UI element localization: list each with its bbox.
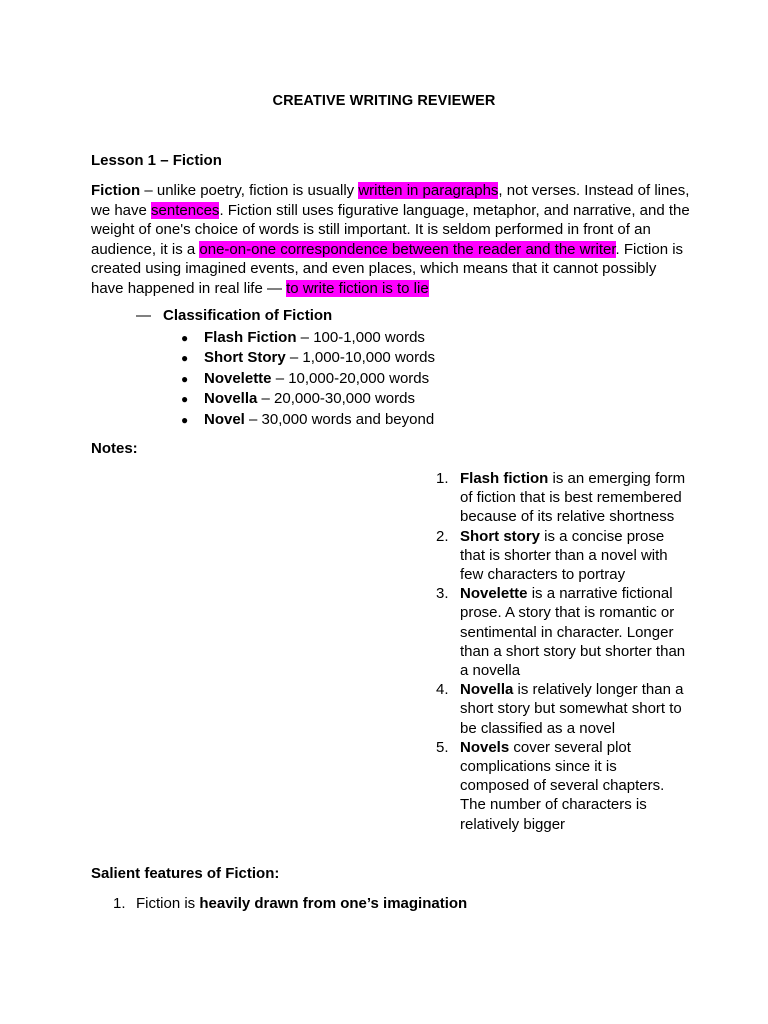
- highlight-correspondence: one-on-one correspondence between the reader and the writer: [199, 240, 616, 258]
- fiction-term: Fiction: [91, 182, 141, 199]
- item-desc: – 1,000-10,000 words: [285, 349, 435, 367]
- item-desc: is a narrative fictional prose. A story that is romantic or sentimental in character. Longer than a short story but shorter than a novella: [460, 585, 686, 680]
- item-term: Novelette: [204, 369, 272, 387]
- list-item: [181, 369, 435, 389]
- classification-heading-text: Classification of Fiction: [163, 307, 333, 324]
- item-number: 1.: [113, 895, 126, 912]
- item-number: 4.: [436, 681, 449, 699]
- paragraph-text-4: . Fiction is created using imagined events, and even places, which means that it cannot possibly have happened in real life —: [91, 240, 684, 297]
- item-term: Novella: [204, 390, 258, 408]
- item-desc: – 10,000-20,000 words: [271, 369, 430, 387]
- list-item: [113, 895, 467, 912]
- bullet-icon: ●: [181, 392, 189, 407]
- list-item: [181, 410, 435, 430]
- bullet-icon: ●: [181, 412, 189, 427]
- salient-features-list: [113, 895, 467, 912]
- item-term: Flash fiction: [460, 470, 549, 487]
- paragraph-text-1: – unlike poetry, fiction is usually: [140, 182, 359, 199]
- highlight-sentences: sentences: [151, 201, 220, 219]
- item-term: Short Story: [204, 349, 286, 367]
- list-item: [181, 328, 435, 348]
- item-desc: is relatively longer than a short story but somewhat short to be classified as a novel: [460, 681, 684, 737]
- salient-features-heading: Salient features of Fiction:: [91, 865, 280, 882]
- classification-heading: [136, 307, 332, 324]
- item-desc: is a concise prose that is shorter than a novel with few characters to portray: [460, 527, 668, 584]
- item-term: Short story: [460, 527, 541, 545]
- list-item: [181, 348, 435, 368]
- item-number: 2.: [436, 527, 449, 545]
- item-number: 5.: [436, 738, 449, 756]
- notes-list: [436, 469, 686, 834]
- item-desc: cover several plot complications since it is composed of several chapters. The number of characters is relatively bigger: [460, 738, 665, 833]
- item-term: Novella: [460, 681, 514, 699]
- highlight-fiction-is-to-lie: to write fiction is to lie: [286, 279, 429, 297]
- document-title: CREATIVE WRITING REVIEWER: [272, 93, 496, 109]
- item-desc: is an emerging form of fiction that is best remembered because of its relative shortness: [460, 470, 686, 526]
- item-term: Novelette: [460, 585, 528, 603]
- item-term: Flash Fiction: [204, 329, 297, 346]
- item-desc: – 20,000-30,000 words: [257, 390, 415, 408]
- bullet-icon: ●: [181, 371, 189, 386]
- list-item: [436, 680, 686, 738]
- list-item: [436, 469, 686, 527]
- em-dash: —: [136, 307, 151, 324]
- item-number: 3.: [436, 585, 449, 603]
- list-item: [181, 389, 435, 409]
- item-desc: – 30,000 words and beyond: [244, 410, 435, 428]
- list-item: [436, 738, 686, 834]
- bullet-icon: ●: [181, 351, 189, 366]
- item-number: 1.: [436, 470, 449, 487]
- fiction-definition-paragraph: [91, 181, 691, 299]
- highlight-written-in-paragraphs: written in paragraphs: [358, 182, 499, 199]
- list-item: [436, 527, 686, 585]
- classification-list: [181, 328, 435, 430]
- item-text: Fiction is: [136, 895, 200, 912]
- item-term: Novel: [204, 410, 245, 428]
- item-desc: – 100-1,000 words: [296, 329, 425, 346]
- bullet-icon: ●: [181, 331, 189, 345]
- notes-heading: Notes:: [91, 440, 138, 457]
- lesson-heading: Lesson 1 – Fiction: [91, 152, 222, 169]
- paragraph-text-3: . Fiction still uses figurative language, metaphor, and narrative, and the weight of one's choice of words is still important. It is seldom performed in front of an audience, it is a: [91, 201, 690, 258]
- paragraph-text-2: , not verses. Instead of lines, we have: [91, 182, 690, 219]
- list-item: [436, 584, 686, 680]
- item-term: Novels: [460, 738, 510, 756]
- item-bold-text: heavily drawn from one’s imagination: [199, 895, 468, 912]
